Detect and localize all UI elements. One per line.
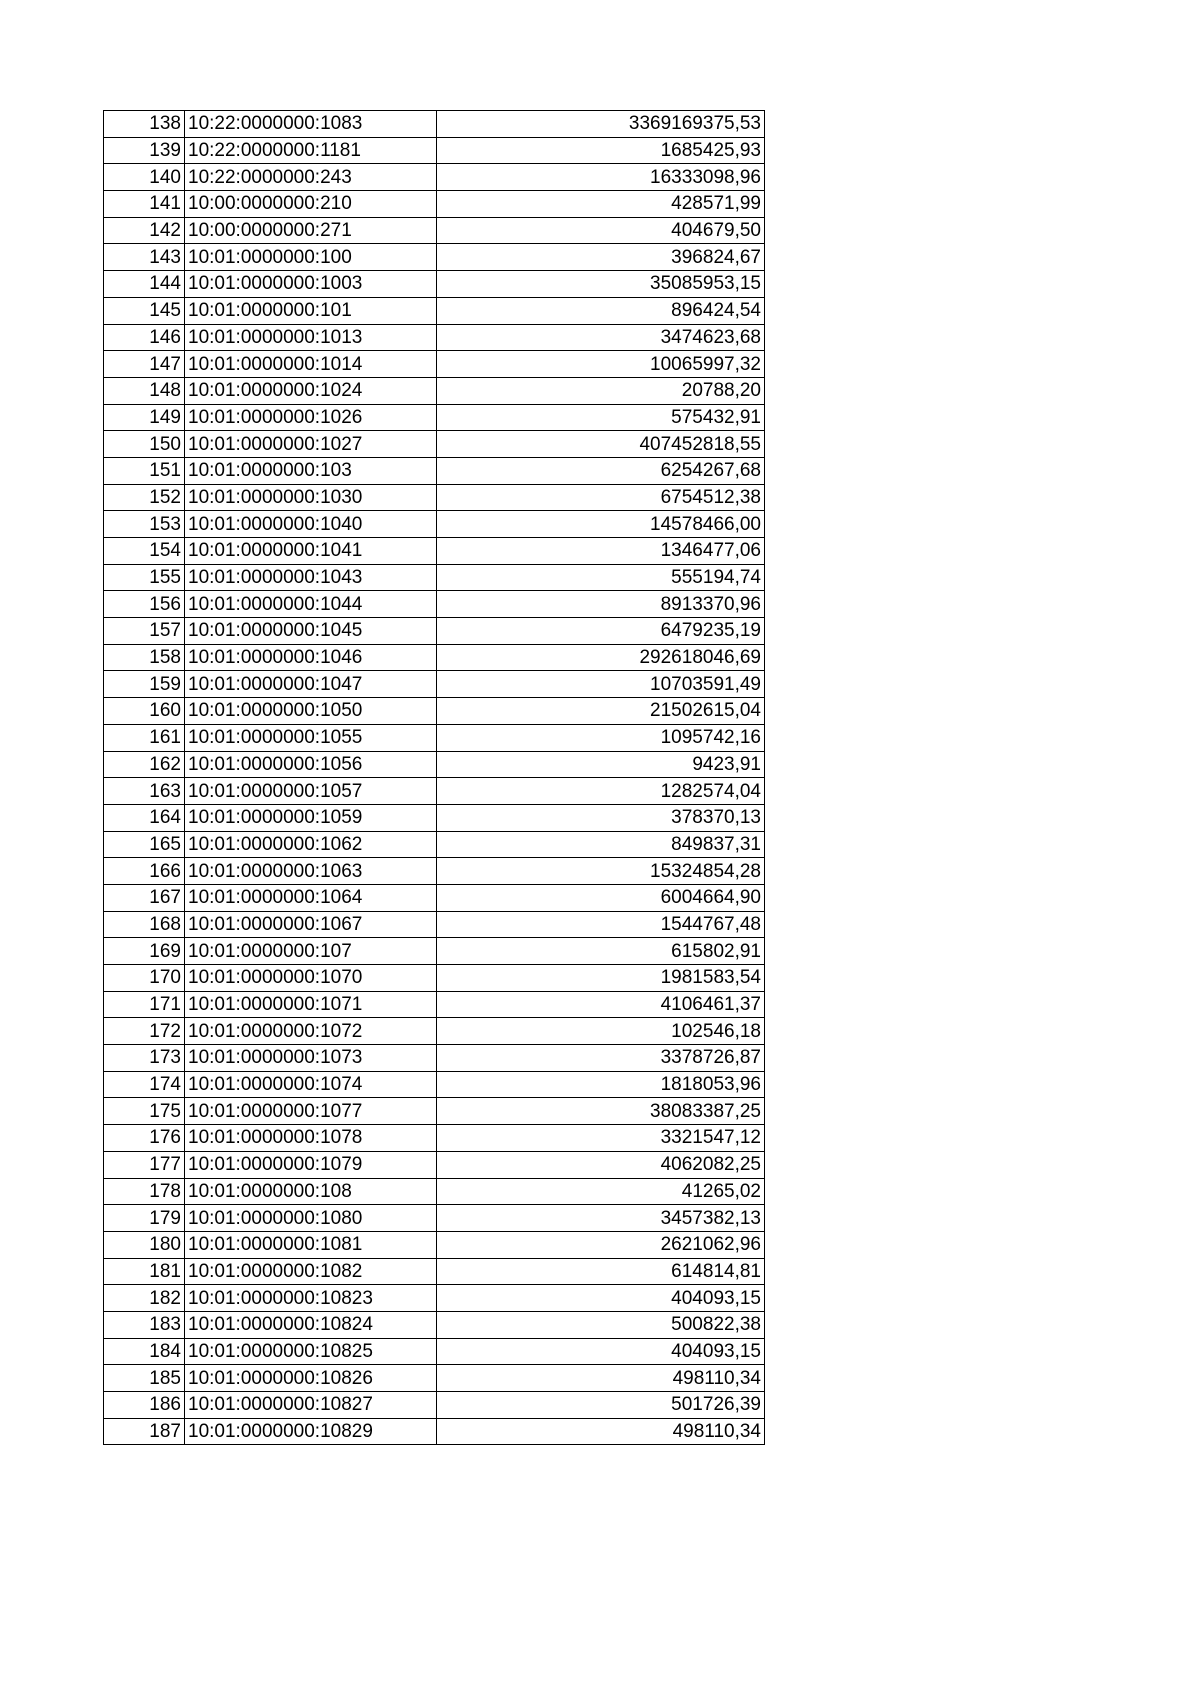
- row-number-cell: 148: [104, 377, 185, 404]
- table-row: [104, 911, 765, 938]
- cadastral-value-cell: 396824,67: [437, 244, 765, 271]
- row-number-cell: 145: [104, 297, 185, 324]
- cadastral-number-cell: 10:01:0000000:1081: [185, 1231, 437, 1258]
- cadastral-number-cell: 10:01:0000000:103: [185, 457, 437, 484]
- cadastral-number-cell: 10:22:0000000:1083: [185, 111, 437, 138]
- row-number-cell: 152: [104, 484, 185, 511]
- cadastral-number-cell: 10:01:0000000:10826: [185, 1365, 437, 1392]
- cadastral-number-cell: 10:01:0000000:1044: [185, 591, 437, 618]
- cadastral-number-cell: 10:01:0000000:10829: [185, 1418, 437, 1445]
- cadastral-number-cell: 10:01:0000000:10825: [185, 1338, 437, 1365]
- row-number-cell: 156: [104, 591, 185, 618]
- cadastral-value-table: [103, 110, 765, 1445]
- table-row: [104, 671, 765, 698]
- row-number-cell: 150: [104, 431, 185, 458]
- cadastral-value-cell: 3321547,12: [437, 1125, 765, 1152]
- cadastral-number-cell: 10:01:0000000:1024: [185, 377, 437, 404]
- table-row: [104, 724, 765, 751]
- table-row: [104, 164, 765, 191]
- row-number-cell: 155: [104, 564, 185, 591]
- cadastral-value-cell: 404093,15: [437, 1285, 765, 1312]
- row-number-cell: 160: [104, 698, 185, 725]
- table-row: [104, 431, 765, 458]
- cadastral-value-cell: 575432,91: [437, 404, 765, 431]
- cadastral-number-cell: 10:01:0000000:1077: [185, 1098, 437, 1125]
- table-row: [104, 1258, 765, 1285]
- cadastral-value-cell: 20788,20: [437, 377, 765, 404]
- cadastral-number-cell: 10:01:0000000:1082: [185, 1258, 437, 1285]
- table-row: [104, 564, 765, 591]
- row-number-cell: 141: [104, 191, 185, 218]
- row-number-cell: 165: [104, 831, 185, 858]
- row-number-cell: 140: [104, 164, 185, 191]
- cadastral-value-cell: 407452818,55: [437, 431, 765, 458]
- cadastral-value-cell: 6254267,68: [437, 457, 765, 484]
- table-row: [104, 324, 765, 351]
- table-row: [104, 965, 765, 992]
- table-row: [104, 1338, 765, 1365]
- cadastral-value-cell: 38083387,25: [437, 1098, 765, 1125]
- table-row: [104, 271, 765, 298]
- table-row: [104, 1205, 765, 1232]
- table-row: [104, 457, 765, 484]
- cadastral-value-cell: 6754512,38: [437, 484, 765, 511]
- table-row: [104, 137, 765, 164]
- row-number-cell: 167: [104, 884, 185, 911]
- cadastral-number-cell: 10:01:0000000:1014: [185, 351, 437, 378]
- cadastral-value-cell: 3457382,13: [437, 1205, 765, 1232]
- cadastral-number-cell: 10:01:0000000:1062: [185, 831, 437, 858]
- row-number-cell: 169: [104, 938, 185, 965]
- row-number-cell: 184: [104, 1338, 185, 1365]
- row-number-cell: 168: [104, 911, 185, 938]
- cadastral-number-cell: 10:01:0000000:1070: [185, 965, 437, 992]
- cadastral-value-cell: 1685425,93: [437, 137, 765, 164]
- cadastral-number-cell: 10:01:0000000:100: [185, 244, 437, 271]
- row-number-cell: 182: [104, 1285, 185, 1312]
- cadastral-value-cell: 500822,38: [437, 1311, 765, 1338]
- table-row: [104, 1231, 765, 1258]
- cadastral-value-cell: 10703591,49: [437, 671, 765, 698]
- row-number-cell: 170: [104, 965, 185, 992]
- cadastral-value-cell: 9423,91: [437, 751, 765, 778]
- cadastral-value-cell: 16333098,96: [437, 164, 765, 191]
- table-row: [104, 1311, 765, 1338]
- row-number-cell: 149: [104, 404, 185, 431]
- cadastral-number-cell: 10:01:0000000:1078: [185, 1125, 437, 1152]
- table-row: [104, 1392, 765, 1419]
- cadastral-number-cell: 10:01:0000000:1072: [185, 1018, 437, 1045]
- table-row: [104, 858, 765, 885]
- cadastral-number-cell: 10:01:0000000:1043: [185, 564, 437, 591]
- cadastral-number-cell: 10:01:0000000:10823: [185, 1285, 437, 1312]
- cadastral-number-cell: 10:01:0000000:1050: [185, 698, 437, 725]
- table-row: [104, 938, 765, 965]
- row-number-cell: 183: [104, 1311, 185, 1338]
- table-row: [104, 751, 765, 778]
- cadastral-number-cell: 10:00:0000000:210: [185, 191, 437, 218]
- table-row: [104, 1285, 765, 1312]
- cadastral-value-cell: 6479235,19: [437, 618, 765, 645]
- cadastral-number-cell: 10:01:0000000:1041: [185, 538, 437, 565]
- table-row: [104, 1418, 765, 1445]
- row-number-cell: 139: [104, 137, 185, 164]
- cadastral-value-cell: 498110,34: [437, 1365, 765, 1392]
- table-row: [104, 618, 765, 645]
- cadastral-value-cell: 15324854,28: [437, 858, 765, 885]
- row-number-cell: 185: [104, 1365, 185, 1392]
- row-number-cell: 143: [104, 244, 185, 271]
- cadastral-number-cell: 10:01:0000000:1003: [185, 271, 437, 298]
- table-row: [104, 538, 765, 565]
- row-number-cell: 162: [104, 751, 185, 778]
- table-row: [104, 1151, 765, 1178]
- cadastral-value-cell: 1544767,48: [437, 911, 765, 938]
- row-number-cell: 172: [104, 1018, 185, 1045]
- cadastral-value-cell: 555194,74: [437, 564, 765, 591]
- cadastral-number-cell: 10:01:0000000:1080: [185, 1205, 437, 1232]
- cadastral-number-cell: 10:01:0000000:1040: [185, 511, 437, 538]
- cadastral-value-cell: 8913370,96: [437, 591, 765, 618]
- table-row: [104, 1178, 765, 1205]
- cadastral-number-cell: 10:01:0000000:1073: [185, 1045, 437, 1072]
- cadastral-value-cell: 378370,13: [437, 804, 765, 831]
- row-number-cell: 177: [104, 1151, 185, 1178]
- row-number-cell: 154: [104, 538, 185, 565]
- table-row: [104, 591, 765, 618]
- cadastral-value-cell: 1981583,54: [437, 965, 765, 992]
- cadastral-number-cell: 10:01:0000000:1055: [185, 724, 437, 751]
- cadastral-value-cell: 404093,15: [437, 1338, 765, 1365]
- table-row: [104, 297, 765, 324]
- cadastral-number-cell: 10:00:0000000:271: [185, 217, 437, 244]
- cadastral-value-cell: 1346477,06: [437, 538, 765, 565]
- table-row: [104, 831, 765, 858]
- cadastral-number-cell: 10:01:0000000:108: [185, 1178, 437, 1205]
- table-row: [104, 484, 765, 511]
- cadastral-number-cell: 10:01:0000000:1071: [185, 991, 437, 1018]
- cadastral-number-cell: 10:01:0000000:1047: [185, 671, 437, 698]
- table-row: [104, 244, 765, 271]
- table-row: [104, 698, 765, 725]
- table-body: [104, 111, 765, 1445]
- cadastral-value-cell: 1095742,16: [437, 724, 765, 751]
- row-number-cell: 144: [104, 271, 185, 298]
- row-number-cell: 163: [104, 778, 185, 805]
- row-number-cell: 171: [104, 991, 185, 1018]
- cadastral-number-cell: 10:01:0000000:1074: [185, 1071, 437, 1098]
- table-row: [104, 778, 765, 805]
- cadastral-value-cell: 292618046,69: [437, 644, 765, 671]
- cadastral-value-cell: 614814,81: [437, 1258, 765, 1285]
- table-row: [104, 191, 765, 218]
- cadastral-value-cell: 10065997,32: [437, 351, 765, 378]
- cadastral-value-cell: 849837,31: [437, 831, 765, 858]
- table-row: [104, 1098, 765, 1125]
- row-number-cell: 166: [104, 858, 185, 885]
- row-number-cell: 138: [104, 111, 185, 138]
- cadastral-number-cell: 10:01:0000000:1013: [185, 324, 437, 351]
- cadastral-value-cell: 1282574,04: [437, 778, 765, 805]
- table-row: [104, 351, 765, 378]
- cadastral-value-cell: 4062082,25: [437, 1151, 765, 1178]
- table-row: [104, 1071, 765, 1098]
- row-number-cell: 180: [104, 1231, 185, 1258]
- cadastral-number-cell: 10:01:0000000:1045: [185, 618, 437, 645]
- row-number-cell: 174: [104, 1071, 185, 1098]
- cadastral-number-cell: 10:01:0000000:1027: [185, 431, 437, 458]
- cadastral-value-cell: 428571,99: [437, 191, 765, 218]
- cadastral-value-cell: 3369169375,53: [437, 111, 765, 138]
- table-row: [104, 217, 765, 244]
- row-number-cell: 178: [104, 1178, 185, 1205]
- table-row: [104, 111, 765, 138]
- cadastral-value-cell: 21502615,04: [437, 698, 765, 725]
- cadastral-number-cell: 10:01:0000000:1030: [185, 484, 437, 511]
- cadastral-value-cell: 14578466,00: [437, 511, 765, 538]
- cadastral-number-cell: 10:01:0000000:1046: [185, 644, 437, 671]
- cadastral-value-cell: 102546,18: [437, 1018, 765, 1045]
- row-number-cell: 187: [104, 1418, 185, 1445]
- row-number-cell: 142: [104, 217, 185, 244]
- row-number-cell: 159: [104, 671, 185, 698]
- table-row: [104, 1125, 765, 1152]
- cadastral-number-cell: 10:01:0000000:1079: [185, 1151, 437, 1178]
- cadastral-value-cell: 896424,54: [437, 297, 765, 324]
- cadastral-value-cell: 1818053,96: [437, 1071, 765, 1098]
- cadastral-number-cell: 10:01:0000000:101: [185, 297, 437, 324]
- row-number-cell: 186: [104, 1392, 185, 1419]
- cadastral-number-cell: 10:01:0000000:10827: [185, 1392, 437, 1419]
- row-number-cell: 146: [104, 324, 185, 351]
- table-row: [104, 1018, 765, 1045]
- table-row: [104, 1045, 765, 1072]
- row-number-cell: 164: [104, 804, 185, 831]
- cadastral-number-cell: 10:01:0000000:1059: [185, 804, 437, 831]
- row-number-cell: 147: [104, 351, 185, 378]
- cadastral-number-cell: 10:01:0000000:1057: [185, 778, 437, 805]
- cadastral-value-cell: 404679,50: [437, 217, 765, 244]
- cadastral-value-cell: 3474623,68: [437, 324, 765, 351]
- table-row: [104, 884, 765, 911]
- cadastral-value-cell: 41265,02: [437, 1178, 765, 1205]
- cadastral-number-cell: 10:22:0000000:243: [185, 164, 437, 191]
- cadastral-value-cell: 6004664,90: [437, 884, 765, 911]
- row-number-cell: 161: [104, 724, 185, 751]
- cadastral-number-cell: 10:22:0000000:1181: [185, 137, 437, 164]
- table-row: [104, 644, 765, 671]
- cadastral-value-cell: 3378726,87: [437, 1045, 765, 1072]
- cadastral-number-cell: 10:01:0000000:1026: [185, 404, 437, 431]
- row-number-cell: 179: [104, 1205, 185, 1232]
- row-number-cell: 181: [104, 1258, 185, 1285]
- table-row: [104, 1365, 765, 1392]
- cadastral-number-cell: 10:01:0000000:1067: [185, 911, 437, 938]
- row-number-cell: 175: [104, 1098, 185, 1125]
- cadastral-value-cell: 615802,91: [437, 938, 765, 965]
- table-row: [104, 991, 765, 1018]
- row-number-cell: 173: [104, 1045, 185, 1072]
- cadastral-value-cell: 498110,34: [437, 1418, 765, 1445]
- row-number-cell: 176: [104, 1125, 185, 1152]
- cadastral-value-cell: 35085953,15: [437, 271, 765, 298]
- cadastral-number-cell: 10:01:0000000:1064: [185, 884, 437, 911]
- table-row: [104, 377, 765, 404]
- row-number-cell: 151: [104, 457, 185, 484]
- cadastral-value-cell: 2621062,96: [437, 1231, 765, 1258]
- cadastral-value-cell: 501726,39: [437, 1392, 765, 1419]
- table-row: [104, 804, 765, 831]
- row-number-cell: 153: [104, 511, 185, 538]
- cadastral-number-cell: 10:01:0000000:10824: [185, 1311, 437, 1338]
- cadastral-number-cell: 10:01:0000000:1063: [185, 858, 437, 885]
- table-row: [104, 404, 765, 431]
- cadastral-number-cell: 10:01:0000000:107: [185, 938, 437, 965]
- cadastral-value-cell: 4106461,37: [437, 991, 765, 1018]
- cadastral-number-cell: 10:01:0000000:1056: [185, 751, 437, 778]
- table-row: [104, 511, 765, 538]
- row-number-cell: 158: [104, 644, 185, 671]
- row-number-cell: 157: [104, 618, 185, 645]
